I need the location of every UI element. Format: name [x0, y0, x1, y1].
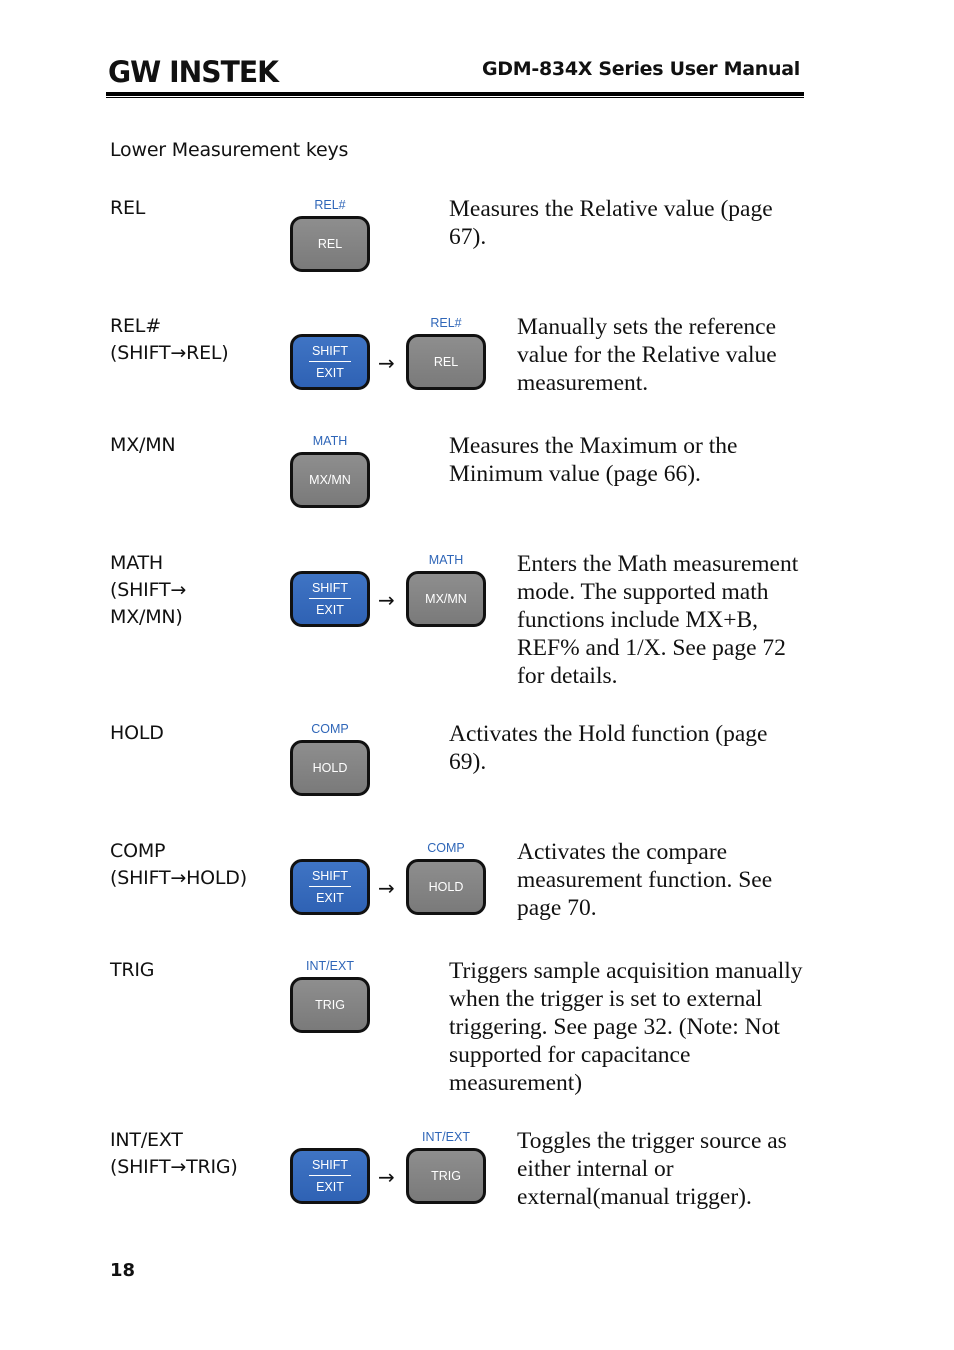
button-label: HOLD [428, 880, 464, 894]
page-number: 18 [110, 1260, 136, 1281]
exit-label: EXIT [316, 603, 344, 617]
secondary-label: REL# [314, 198, 346, 212]
shift-key-button[interactable] [290, 571, 370, 627]
key-description: Measures the Relative value (page 67). [449, 196, 773, 250]
button-label: REL [433, 355, 459, 369]
key-name: INT/EXT (SHIFT→TRIG) [110, 1129, 238, 1178]
shift-label: SHIFT [309, 344, 351, 362]
shift-label: SHIFT [309, 581, 351, 599]
secondary-label: COMP [311, 722, 349, 736]
hold-key-button[interactable] [406, 859, 486, 915]
hold-key-button[interactable] [290, 740, 370, 796]
mxmn-key-button[interactable] [290, 452, 370, 508]
key-description: Activates the Hold function (page 69). [449, 721, 768, 775]
key-description: Triggers sample acquisition manually when the trigger is set to external triggering. See page 32. (Note: Not supported for capacitance measurement) [449, 958, 803, 1096]
button-label: REL [317, 237, 343, 251]
secondary-label: INT/EXT [422, 1130, 470, 1144]
key-name: MATH (SHIFT→ MX/MN) [110, 552, 187, 628]
shift-label: SHIFT [309, 1158, 351, 1176]
exit-label: EXIT [316, 366, 344, 380]
exit-label: EXIT [316, 1180, 344, 1194]
arrow-icon: → [378, 351, 395, 375]
trig-key-button[interactable] [290, 977, 370, 1033]
key-description: Enters the Math measurement mode. The supported math functions include MX+B, REF% and 1/X. See page 72 for details. [517, 551, 799, 689]
secondary-label: INT/EXT [306, 959, 354, 973]
secondary-label: COMP [427, 841, 465, 855]
shift-label: SHIFT [309, 869, 351, 887]
shift-key-button[interactable] [290, 859, 370, 915]
button-label: MX/MN [425, 592, 467, 606]
shift-key-button[interactable] [290, 334, 370, 390]
exit-label: EXIT [316, 891, 344, 905]
key-description: Manually sets the reference value for the Relative value measurement. [517, 314, 777, 396]
secondary-label: REL# [430, 316, 462, 330]
key-name: HOLD [110, 722, 164, 744]
rel-key-button[interactable] [290, 216, 370, 272]
arrow-icon: → [378, 1165, 395, 1189]
arrow-icon: → [378, 588, 395, 612]
section-heading: Lower Measurement keys [110, 139, 349, 161]
button-label: TRIG [315, 998, 345, 1012]
header-rule [106, 92, 804, 96]
gw-instek-logo [108, 55, 280, 87]
logo-text: GW INSTEK [108, 55, 280, 87]
key-name: COMP (SHIFT→HOLD) [110, 840, 247, 889]
button-label: HOLD [312, 761, 348, 775]
key-name: REL# (SHIFT→REL) [110, 315, 229, 364]
secondary-label: MATH [312, 434, 348, 448]
key-description: Activates the compare measurement function. See page 70. [517, 839, 773, 921]
button-label: MX/MN [309, 473, 351, 487]
key-description: Toggles the trigger source as either internal or external(manual trigger). [517, 1128, 787, 1210]
key-name: REL [110, 197, 146, 219]
trig-key-button[interactable] [406, 1148, 486, 1204]
header-rule-thin [106, 97, 804, 98]
key-name: MX/MN [110, 434, 176, 456]
shift-key-button[interactable] [290, 1148, 370, 1204]
rel-key-button[interactable] [406, 334, 486, 390]
arrow-icon: → [378, 876, 395, 900]
manual-title: GDM-834X Series User Manual [482, 58, 800, 80]
secondary-label: MATH [428, 553, 464, 567]
key-description: Measures the Maximum or the Minimum value (page 66). [449, 433, 738, 487]
button-label: TRIG [431, 1169, 461, 1183]
mxmn-key-button[interactable] [406, 571, 486, 627]
key-name: TRIG [110, 959, 155, 981]
